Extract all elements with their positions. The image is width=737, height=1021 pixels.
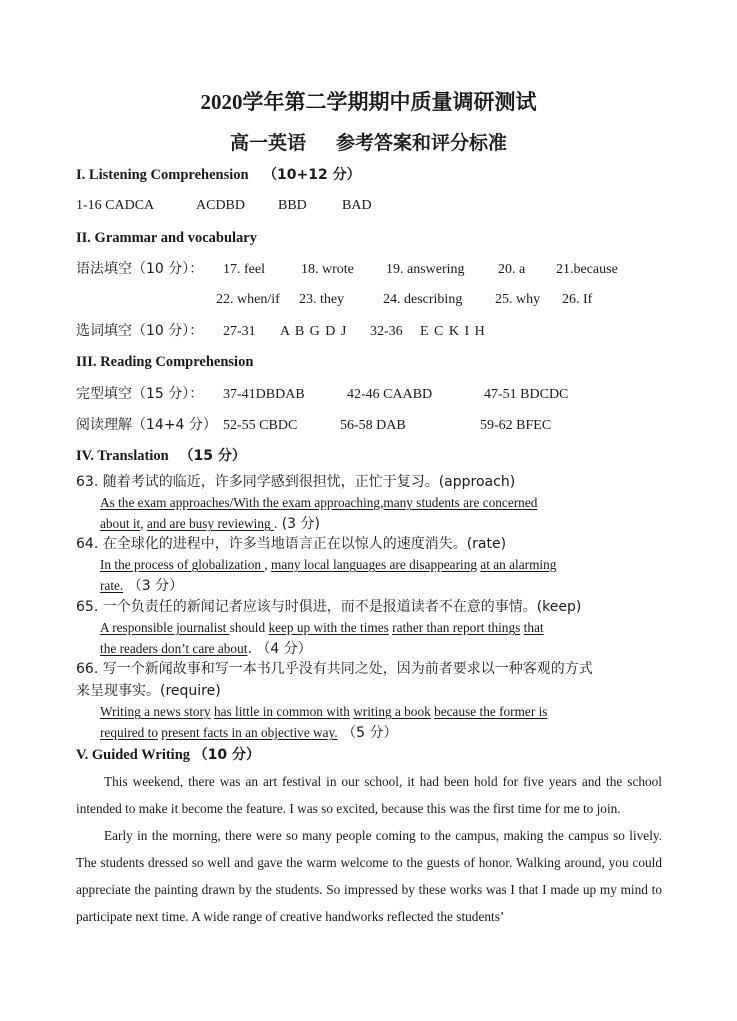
answer-item: A B G D J (280, 324, 348, 339)
answer-item: 47-51 BDCDC (484, 387, 569, 402)
answer-item: 59-62 BFEC (480, 418, 552, 433)
grammar-choose-label: 选词填空（10 分）： (76, 323, 204, 339)
answer-65-line2 (100, 640, 312, 658)
answer-segment: has little in common with (213, 704, 350, 719)
reading-label: 阅读理解（14+4 分） (76, 417, 217, 433)
answer-item: 27-31 (223, 324, 256, 339)
subject-label: 高一英语 (229, 133, 306, 154)
answer-group: 1-16 CADCA (76, 198, 155, 213)
answer-segment: many local languages are disappearing (270, 557, 478, 572)
answer-item: 22. when/if (216, 292, 280, 307)
reading-cloze-row (76, 385, 568, 404)
answer-segment: keep up with the times (268, 620, 389, 635)
answer-item: 20. a (498, 262, 526, 277)
grammar-fill-row2 (216, 291, 592, 309)
translation-heading-text: IV. Translation (76, 448, 169, 464)
reading-comp-row (76, 416, 551, 435)
translation-heading (76, 447, 246, 465)
answer-item: E C K I H (420, 324, 486, 339)
answer-punct: , (140, 516, 147, 531)
answer-segment: that (523, 620, 544, 635)
answer-group: BAD (342, 198, 372, 213)
answer-item: 26. If (562, 292, 593, 307)
answer-segment: required to (100, 725, 158, 740)
answer-score: （5 分） (337, 725, 398, 741)
essay-paragraph-2: Early in the morning, there were so many people coming to the campus, making the campus so lively. The students dressed so well and gave the warm welcome to the guests of honor. Walking around, you could appreciate the painting drawn by the students. So impressed by these works was I that I made up my mind to participate next time. A wide range of creative handworks reflected the students’ (76, 828, 662, 924)
question-65: 65. 一个负责任的新闻记者应该与时俱进，而不是报道读者不在意的事情。(keep) (76, 599, 582, 615)
answer-63-line1 (100, 494, 537, 512)
answer-item: 52-55 CBDC (223, 418, 298, 433)
answer-item: 42-46 CAABD (347, 387, 433, 402)
grammar-choose-row (76, 322, 486, 341)
answer-group: BBD (278, 198, 307, 213)
question-64: 64. 在全球化的进程中，许多当地语言正在以惊人的速度消失。(rate) (76, 536, 507, 552)
answer-segment: A responsible journalist (100, 620, 230, 635)
answer-65-line1 (100, 619, 544, 637)
grammar-fill-label: 语法填空（10 分）： (76, 261, 204, 277)
question-66-line2: 来呈现事实。(require) (76, 683, 221, 699)
answer-score: (3 分) (277, 516, 320, 532)
answer-item: 37-41DBDAB (223, 387, 305, 402)
listening-answers (76, 197, 372, 215)
answer-item: 56-58 DAB (340, 418, 406, 433)
answer-segment: the readers don’t care about (100, 641, 248, 656)
translation-score: （15 分） (179, 448, 246, 464)
answer-66-line1 (100, 703, 547, 721)
answer-plain: should (229, 620, 269, 635)
answer-score: （3 分） (123, 578, 184, 594)
answer-score: . （4 分） (247, 641, 312, 657)
answer-item: 25. why (495, 292, 541, 307)
answer-segment: rate. (100, 578, 124, 593)
answer-segment: Writing a news story (100, 704, 211, 719)
writing-score: （10 分） (193, 747, 261, 763)
reading-heading: III. Reading Comprehension (76, 354, 254, 370)
answer-64-line1 (100, 556, 556, 574)
subtitle-right: 参考答案和评分标准 (336, 133, 508, 154)
answer-item: 19. answering (386, 262, 465, 277)
question-63: 63. 随着考试的临近，许多同学感到很担忧，正忙于复习。(approach) (76, 474, 516, 490)
essay-paragraph-1: This weekend, there was an art festival in our school, it had been hold for five years and the school intended to make it become the feature. I was so excited, because this was the first time for me to join. (76, 774, 662, 816)
answer-item: 32-36 (370, 324, 403, 339)
listening-heading-text: I. Listening Comprehension (76, 167, 249, 183)
cloze-label: 完型填空（15 分）： (76, 386, 204, 402)
answer-segment: and are busy reviewing (146, 516, 274, 531)
grammar-heading: II. Grammar and vocabulary (76, 230, 257, 246)
answer-item: 17. feel (223, 262, 265, 277)
answer-item: 21.because (556, 262, 618, 277)
grammar-fill-row1 (76, 260, 618, 279)
page-title: 2020学年第二学期期中质量调研测试 (200, 90, 537, 114)
listening-heading (76, 166, 361, 184)
answer-segment: many students are concerned (383, 495, 538, 510)
answer-segment: at an alarming (480, 557, 557, 572)
listening-score: （10+12 分） (263, 167, 361, 183)
answer-64-line2 (100, 577, 183, 595)
answer-63-line2 (100, 515, 320, 533)
answer-segment: rather than report things (392, 620, 521, 635)
writing-heading-text: V. Guided Writing (76, 747, 191, 763)
writing-heading (76, 746, 260, 764)
answer-item: 24. describing (383, 292, 463, 307)
answer-segment: about it (100, 516, 141, 531)
page-subtitle (0, 128, 737, 155)
answer-punct: , (264, 557, 271, 572)
answer-segment: because the former is (434, 704, 548, 719)
answer-item: 18. wrote (301, 262, 354, 277)
answer-item: 23. they (299, 292, 345, 307)
answer-punct: , (380, 495, 384, 510)
question-66-line1: 66. 写一个新闻故事和写一本书几乎没有共同之处，因为前者要求以一种客观的方式 (76, 661, 593, 677)
answer-group: ACDBD (196, 198, 246, 213)
answer-66-line2 (100, 724, 397, 742)
answer-segment: As the exam approaches/With the exam approaching (100, 495, 381, 510)
answer-segment: present facts in an objective way. (161, 725, 338, 740)
answer-segment: In the process of globalization (100, 557, 265, 572)
answer-punct: . (273, 516, 278, 531)
answer-segment: writing a book (353, 704, 431, 719)
